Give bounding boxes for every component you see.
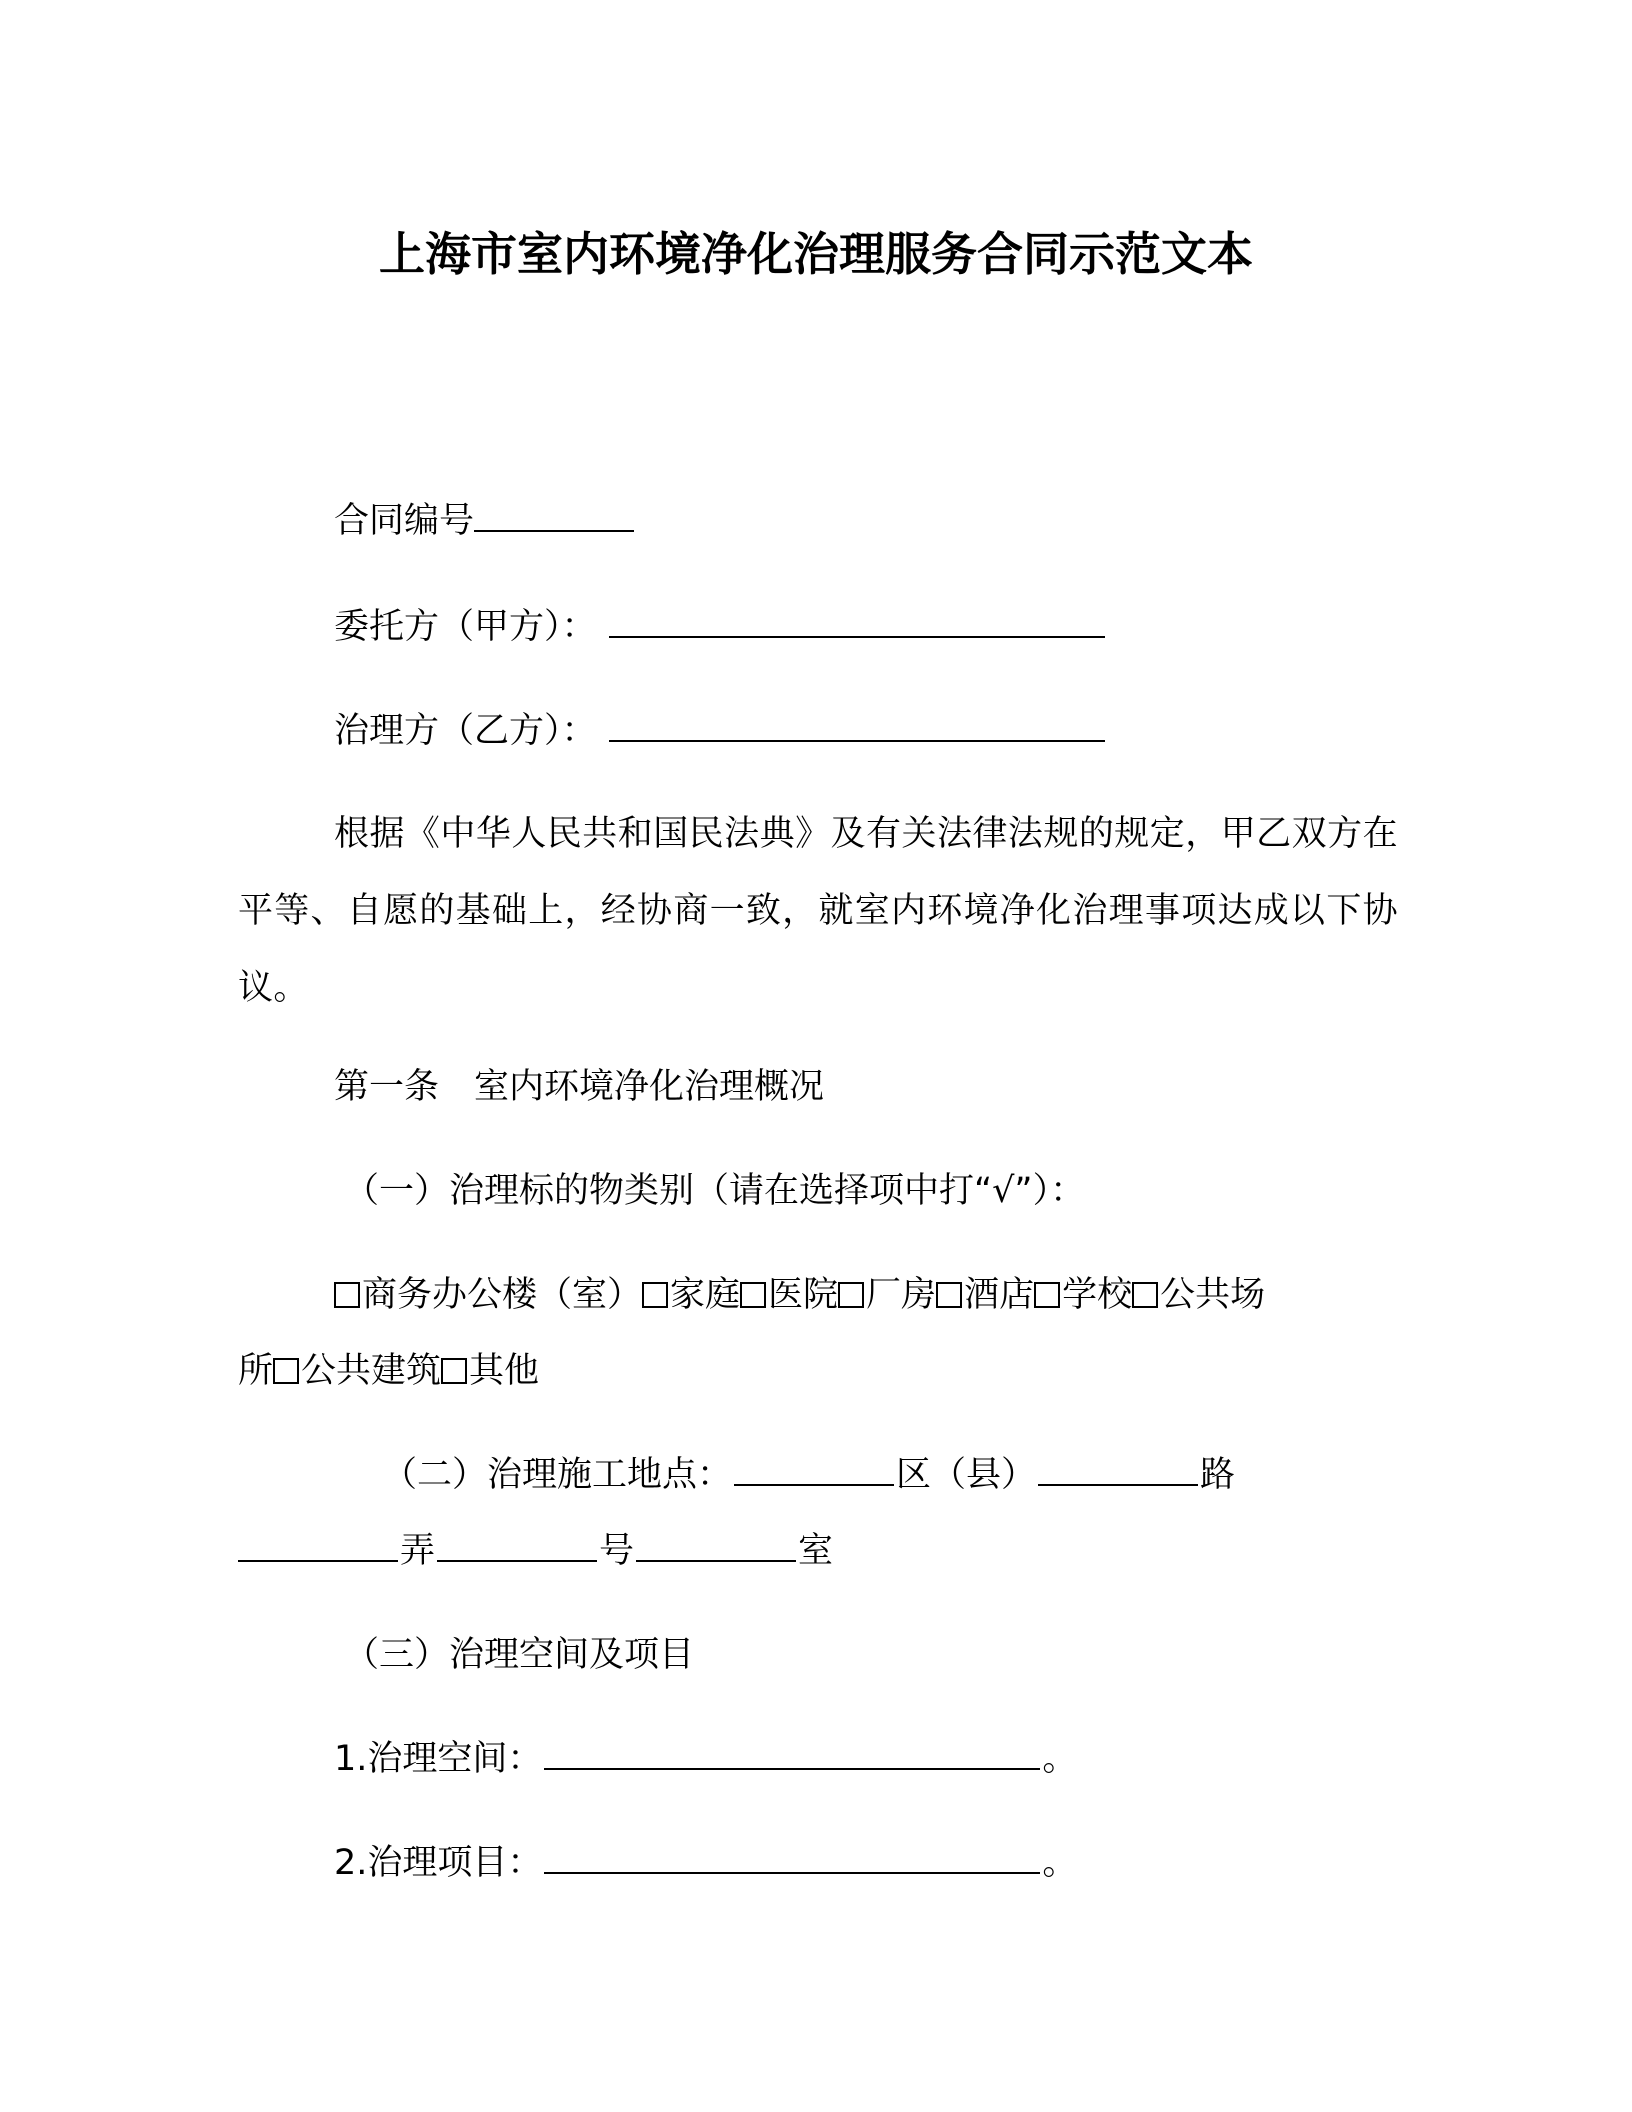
checkbox[interactable] xyxy=(642,1282,668,1308)
road-blank[interactable] xyxy=(1038,1452,1198,1486)
category-row-1 xyxy=(334,1270,1265,1320)
preamble-paragraph: 根据《中华人民共和国民法典》及有关法律法规的规定，甲乙双方在平等、自愿的基础上，经协商一致，就室内环境净化治理事项达成以下协议。 xyxy=(238,814,1398,1008)
category-label: 厂房 xyxy=(866,1275,937,1315)
checkbox[interactable] xyxy=(1132,1282,1158,1308)
provider-label: 治理方（乙方）： xyxy=(334,711,597,751)
checkbox[interactable] xyxy=(273,1358,299,1384)
space-blank[interactable] xyxy=(544,1736,1040,1770)
client-line xyxy=(334,602,1107,652)
category-label-part: 公共场 xyxy=(1160,1275,1266,1315)
contract-number-blank[interactable] xyxy=(474,498,634,532)
category-label: 其他 xyxy=(469,1351,540,1391)
address-unit: 室 xyxy=(798,1531,834,1571)
address-line-2 xyxy=(238,1526,833,1576)
project-blank[interactable] xyxy=(544,1840,1040,1874)
district-blank[interactable] xyxy=(734,1452,894,1486)
contract-number-line xyxy=(334,496,636,546)
category-label-part: 所 xyxy=(238,1351,274,1391)
address-unit: 区（县） xyxy=(896,1455,1037,1495)
category-label: 家庭 xyxy=(670,1275,741,1315)
checkbox[interactable] xyxy=(740,1282,766,1308)
category-label: 学校 xyxy=(1062,1275,1133,1315)
sub2-heading: （二）治理施工地点： xyxy=(382,1455,733,1495)
sub1-heading: （一）治理标的物类别（请在选择项中打“√”）： xyxy=(344,1171,1086,1211)
client-label: 委托方（甲方）： xyxy=(334,607,597,647)
address-line-1 xyxy=(382,1450,1235,1500)
address-unit: 路 xyxy=(1200,1455,1236,1495)
contract-number-label: 合同编号 xyxy=(334,501,475,541)
client-blank[interactable] xyxy=(609,604,1105,638)
provider-blank[interactable] xyxy=(609,708,1105,742)
checkbox[interactable] xyxy=(441,1358,467,1384)
address-unit: 号 xyxy=(599,1531,635,1571)
room-blank[interactable] xyxy=(636,1528,796,1562)
category-label: 公共建筑 xyxy=(301,1351,442,1391)
address-unit: 弄 xyxy=(400,1531,436,1571)
lane-blank[interactable] xyxy=(238,1528,398,1562)
item2-label: 2.治理项目： xyxy=(334,1843,543,1883)
category-row-2 xyxy=(238,1346,539,1396)
checkbox[interactable] xyxy=(1034,1282,1060,1308)
checkbox[interactable] xyxy=(936,1282,962,1308)
period: 。 xyxy=(1042,1843,1078,1883)
sub3-heading: （三）治理空间及项目 xyxy=(344,1635,695,1675)
checkbox[interactable] xyxy=(334,1282,360,1308)
category-label: 医院 xyxy=(768,1275,839,1315)
item2-line xyxy=(334,1838,1077,1888)
article1-heading: 第一条 室内环境净化治理概况 xyxy=(334,1067,825,1107)
period: 。 xyxy=(1042,1739,1078,1779)
category-label: 酒店 xyxy=(964,1275,1035,1315)
item1-label: 1.治理空间： xyxy=(334,1739,543,1779)
provider-line xyxy=(334,706,1107,756)
document-title: 上海市室内环境净化治理服务合同示范文本 xyxy=(379,227,1253,281)
number-blank[interactable] xyxy=(437,1528,597,1562)
checkbox[interactable] xyxy=(838,1282,864,1308)
category-label: 商务办公楼（室） xyxy=(362,1275,643,1315)
item1-line xyxy=(334,1734,1077,1784)
